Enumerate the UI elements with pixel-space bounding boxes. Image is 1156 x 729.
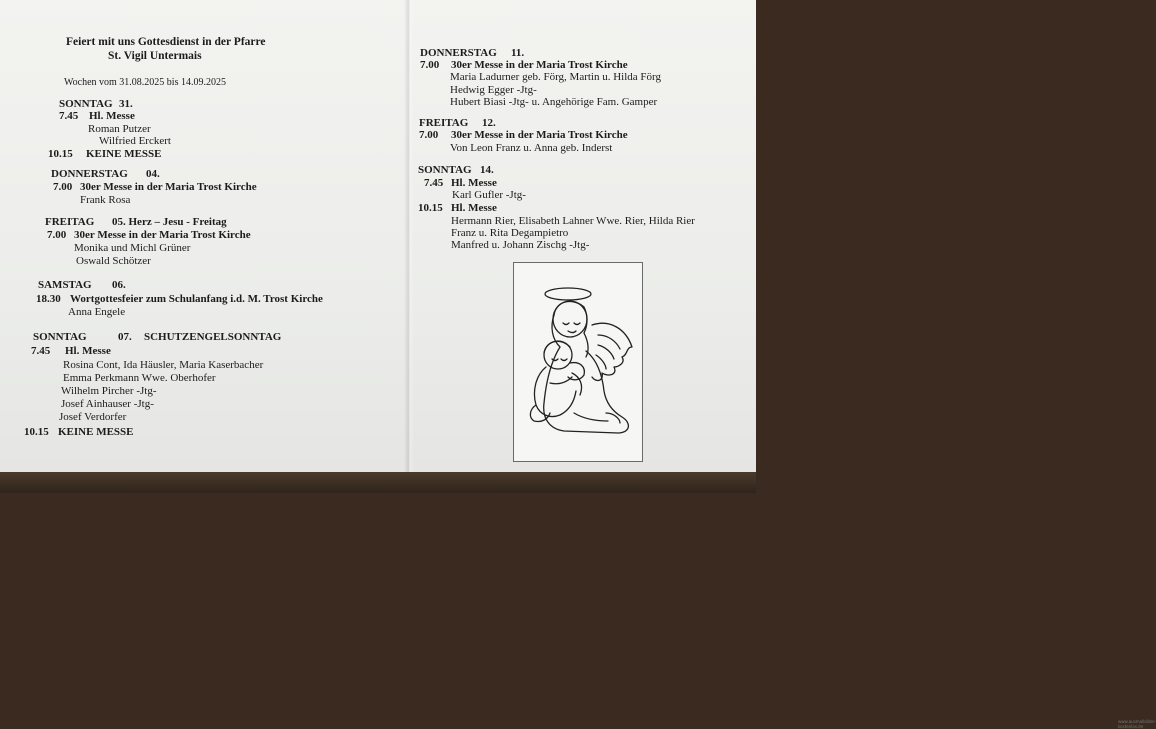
mass-title: Hl. Messe <box>451 177 497 189</box>
mass-time: 7.00 <box>420 59 440 71</box>
intention-name: Hermann Rier, Elisabeth Lahner Wwe. Rier, Hilda Rier <box>451 215 695 227</box>
mass-title: 30er Messe in der Maria Trost Kirche <box>451 59 628 71</box>
intention-name: Manfred u. Johann Zischg -Jtg- <box>451 239 590 251</box>
day-date: 12. <box>482 117 496 129</box>
day-heading: FREITAG <box>419 117 469 129</box>
day-heading: SONNTAG <box>59 98 113 110</box>
mass-time: 7.45 <box>59 110 79 122</box>
day-date: 07. <box>118 331 132 343</box>
intention-name: Roman Putzer <box>88 123 151 135</box>
day-heading: FREITAG <box>45 216 95 228</box>
mass-title: Wortgottesfeier zum Schulanfang i.d. M. Trost Kirche <box>70 293 323 305</box>
intention-name: Josef Ainhauser -Jtg- <box>61 398 154 410</box>
header-weeks: Wochen vom 31.08.2025 bis 14.09.2025 <box>64 77 226 88</box>
day-heading: SAMSTAG <box>38 279 92 291</box>
mass-time: 18.30 <box>36 293 61 305</box>
angel-illustration <box>513 262 1156 729</box>
intention-name: Monika und Michl Grüner <box>74 242 191 254</box>
header-title: Feiert mit uns Gottesdienst in der Pfarre <box>66 36 266 48</box>
mass-time: 10.15 <box>24 426 49 438</box>
intention-name: Franz u. Rita Degampietro <box>451 227 569 239</box>
intention-name: Karl Gufler -Jtg- <box>452 189 526 201</box>
mass-title: KEINE MESSE <box>58 426 134 438</box>
mass-time: 7.45 <box>424 177 444 189</box>
page-fold <box>404 0 414 493</box>
intention-name: Oswald Schötzer <box>76 255 151 267</box>
intention-name: Rosina Cont, Ida Häusler, Maria Kaserbacher <box>63 359 264 371</box>
mass-title: 30er Messe in der Maria Trost Kirche <box>451 129 628 141</box>
day-date: 14. <box>480 164 494 176</box>
intention-name: Wilhelm Pircher -Jtg- <box>61 385 157 397</box>
guardian-angel-icon <box>514 263 642 461</box>
feast-title: SCHUTZENGELSONNTAG <box>144 331 282 343</box>
mass-title: 30er Messe in der Maria Trost Kirche <box>80 181 257 193</box>
intention-name: Hubert Biasi -Jtg- u. Angehörige Fam. Gamper <box>450 96 658 108</box>
mass-time: 10.15 <box>418 202 443 214</box>
intention-name: Von Leon Franz u. Anna geb. Inderst <box>450 142 613 154</box>
day-heading: SONNTAG <box>418 164 472 176</box>
intention-name: Wilfried Erckert <box>99 135 171 147</box>
day-heading: DONNERSTAG <box>51 168 128 180</box>
intention-name: Maria Ladurner geb. Förg, Martin u. Hilda Förg <box>450 71 661 83</box>
day-date: 04. <box>146 168 160 180</box>
mass-time: 7.00 <box>419 129 439 141</box>
intention-name: Frank Rosa <box>80 194 131 206</box>
mass-title: Hl. Messe <box>451 202 497 214</box>
mass-time: 7.00 <box>47 229 67 241</box>
mass-title: 30er Messe in der Maria Trost Kirche <box>74 229 251 241</box>
intention-name: Hedwig Egger -Jtg- <box>450 84 537 96</box>
mass-title: Hl. Messe <box>65 345 111 357</box>
day-heading: SONNTAG <box>33 331 87 343</box>
mass-time: 10.15 <box>48 148 73 160</box>
day-date: 31. <box>119 98 133 110</box>
image-credit: www.ausmalbilder-kostenlos.de <box>1118 719 1156 729</box>
day-date: 06. <box>112 279 126 291</box>
mass-time: 7.00 <box>53 181 73 193</box>
intention-name: Josef Verdorfer <box>59 411 127 423</box>
day-date: 05. Herz – Jesu - Freitag <box>112 216 227 228</box>
day-date: 11. <box>511 47 525 59</box>
mass-time: 7.45 <box>31 345 51 357</box>
intention-name: Anna Engele <box>68 306 126 318</box>
header-parish: St. Vigil Untermais <box>108 50 202 62</box>
intention-name: Emma Perkmann Wwe. Oberhofer <box>63 372 216 384</box>
mass-title: Hl. Messe <box>89 110 135 122</box>
table-surface <box>0 472 756 493</box>
day-heading: DONNERSTAG <box>420 47 497 59</box>
mass-title: KEINE MESSE <box>86 148 162 160</box>
